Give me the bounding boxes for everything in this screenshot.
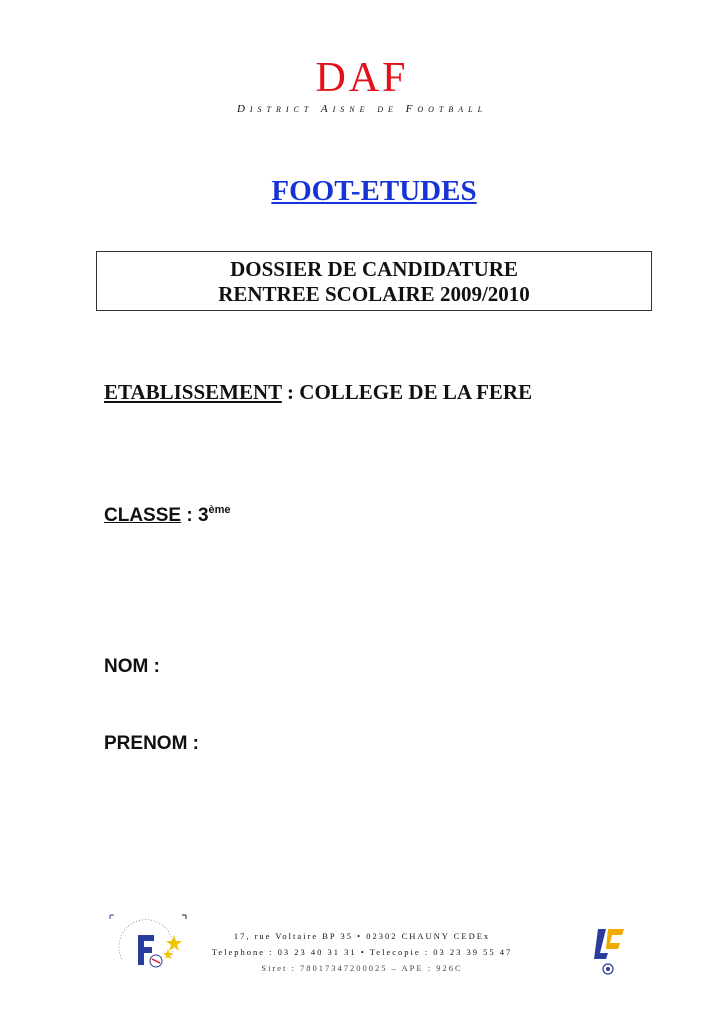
- establishment-label: ETABLISSEMENT: [104, 380, 282, 404]
- class-suffix: ème: [208, 504, 231, 516]
- firstname-field-label: PRENOM :: [104, 733, 199, 754]
- establishment-field: [104, 380, 532, 405]
- application-title-line1: DOSSIER DE CANDIDATURE: [230, 257, 518, 281]
- footer-contact: Telephone : 03 23 40 31 31 • Telecopie : 03 23 39 55 47: [211, 947, 513, 957]
- application-title-line2: RENTREE SCOLAIRE 2009/2010: [218, 282, 530, 306]
- application-title-box: [96, 251, 652, 311]
- class-label: CLASSE: [104, 505, 182, 526]
- footer-siret: Siret : 78017347200025 – APE : 926C: [261, 963, 463, 973]
- class-value: : 3: [181, 505, 209, 526]
- name-field-label: NOM :: [104, 656, 160, 677]
- brand-subtitle: District Aisne de Football: [236, 103, 488, 115]
- class-field: [104, 504, 231, 527]
- footer-address: 17, rue Voltaire BP 35 • 02302 CHAUNY CEDEx: [233, 931, 491, 941]
- brand-title: DAF: [315, 55, 409, 101]
- ligue-logo-icon: [590, 925, 630, 977]
- program-title[interactable]: FOOT-ETUDES: [271, 175, 477, 207]
- establishment-value: : COLLEGE DE LA FERE: [281, 380, 533, 404]
